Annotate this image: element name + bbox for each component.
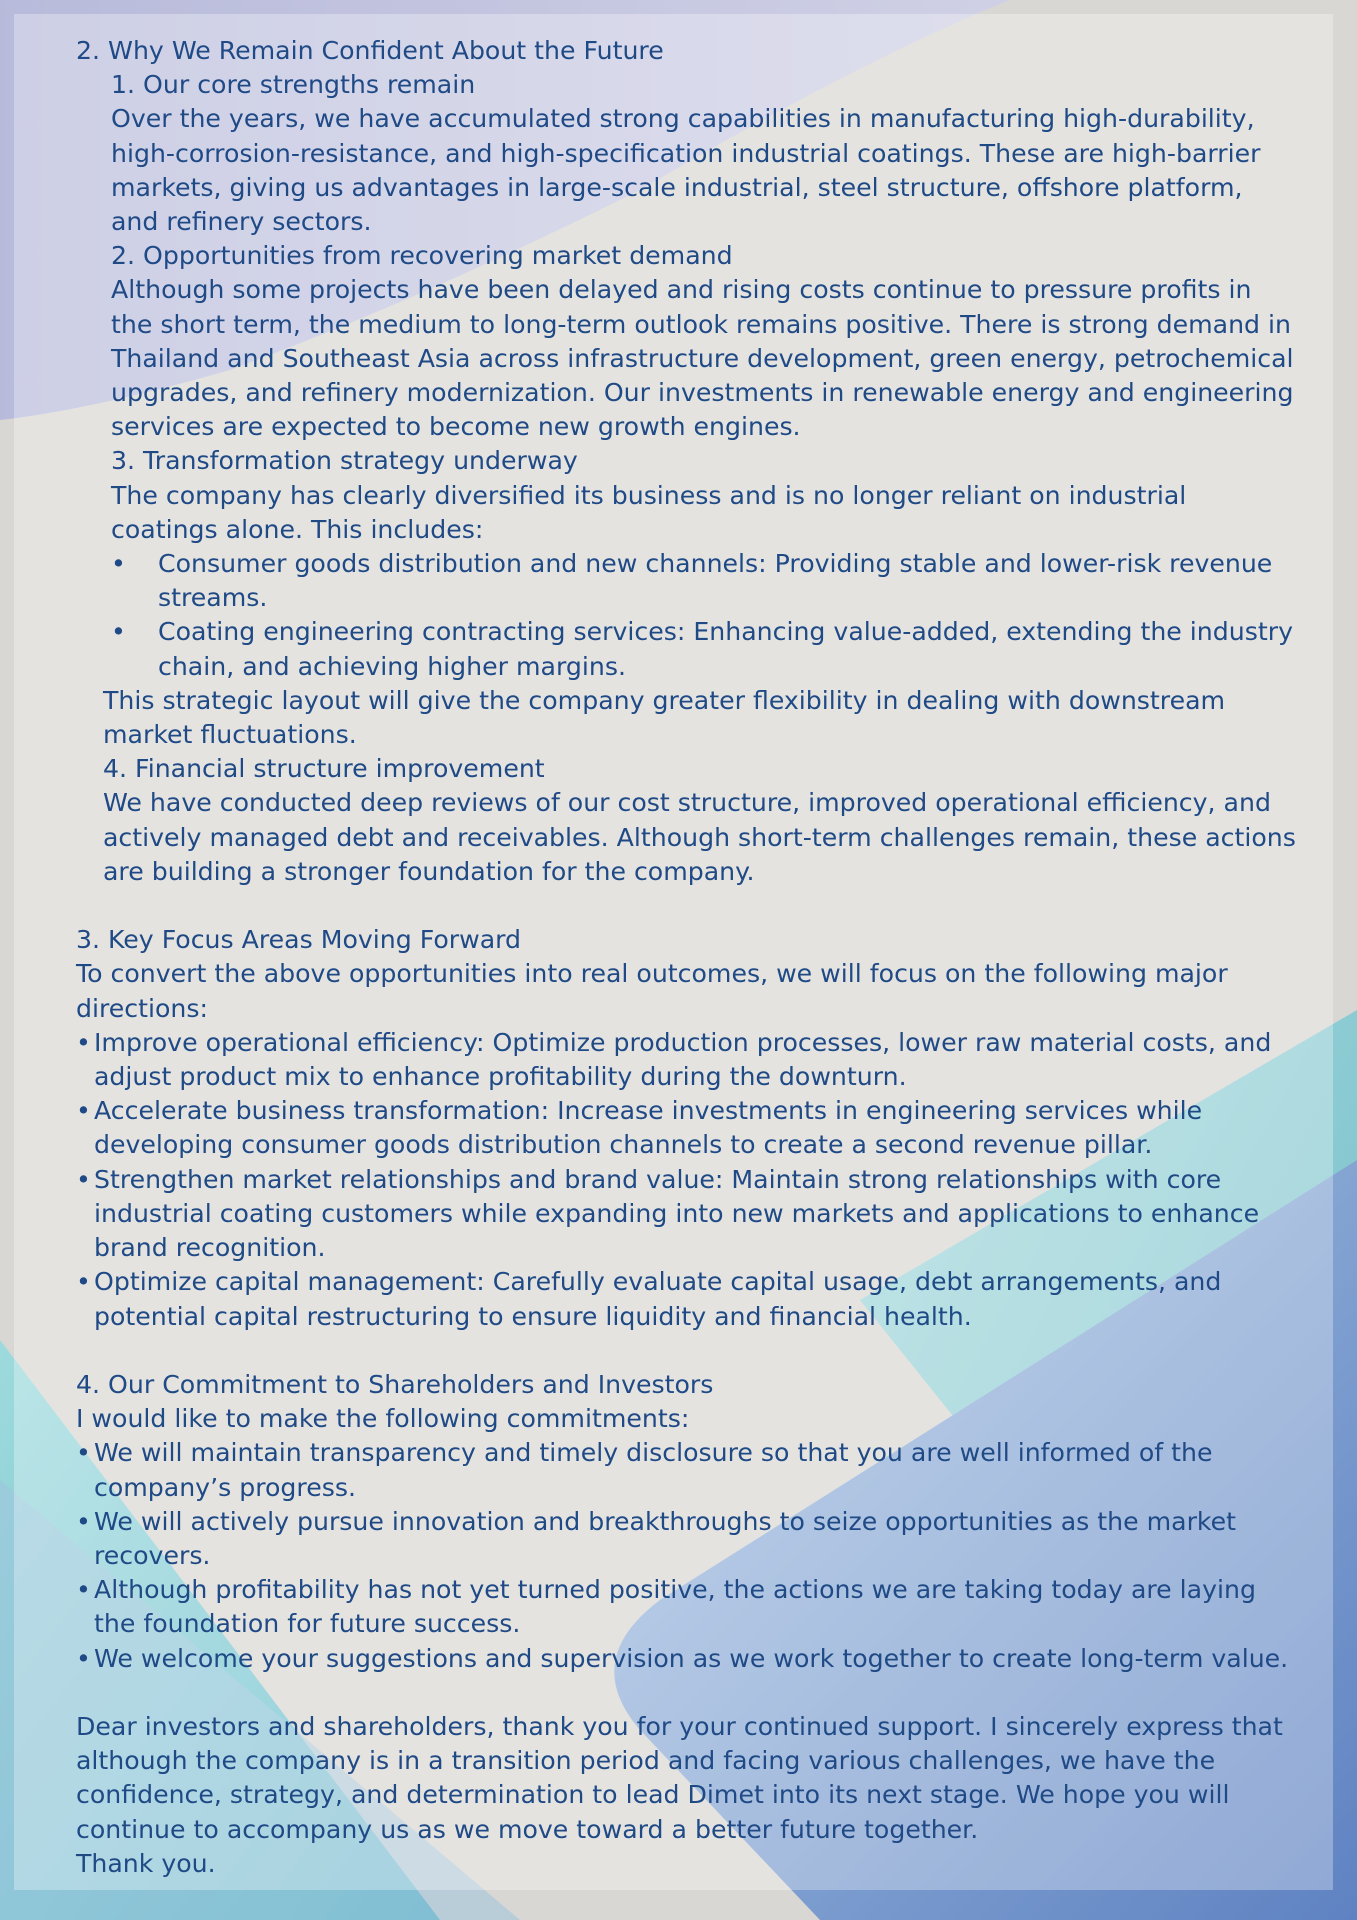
bullet-glyph: •	[76, 1027, 91, 1057]
section2-point3-title: 3. Transformation strategy underway	[111, 446, 578, 476]
letter-body	[76, 34, 1296, 1881]
list-item	[76, 1094, 1296, 1162]
list-item-text: Accelerate business transformation: Increase investments in engineering services while developing consumer goods distribution channels to create a second revenue pillar.	[94, 1096, 1203, 1160]
list-item	[76, 1026, 1296, 1094]
list-item-text: Improve operational efficiency: Optimize production processes, lower raw material costs, and adjust product mix to enhance profitability during the downturn.	[94, 1027, 1272, 1092]
list-item	[76, 615, 1296, 683]
list-item-text: We will maintain transparency and timely disclosure so that you are well informed of the company’s progress.	[94, 1438, 1213, 1502]
bullet-glyph: •	[76, 1267, 91, 1297]
section3-heading: 3. Key Focus Areas Moving Forward	[76, 925, 522, 955]
section2-point4-body: We have conducted deep reviews of our cost structure, improved operational efficiency, and actively managed debt and receivables. Although short-term challenges remain, these actions are building a stronger foundation for the company.	[103, 788, 1296, 886]
bullet-glyph: •	[76, 1575, 91, 1605]
bullet-glyph: •	[76, 1438, 91, 1468]
section3-intro: To convert the above opportunities into real outcomes, we will focus on the following major directions:	[76, 959, 1228, 1023]
bullet-glyph: •	[76, 1164, 91, 1194]
list-item	[76, 1163, 1296, 1266]
section2-point1-title: 1. Our core strengths remain	[111, 70, 476, 100]
section2-heading: 2. Why We Remain Confident About the Future	[76, 36, 664, 65]
section4-heading: 4. Our Commitment to Shareholders and Investors	[76, 1369, 714, 1399]
closing-paragraph: Dear investors and shareholders, thank you for your continued support. I sincerely express that although the company is in a transition period and facing various challenges, we have the confidence, strategy, and determination to lead Dimet into its next stage. We hope you will continue to accompany us as we move toward a better future together.	[76, 1711, 1283, 1844]
list-item	[76, 1642, 1296, 1676]
section2-point3-body: The company has clearly diversified its business and is no longer reliant on industrial coatings alone. This includes:	[111, 480, 1187, 544]
list-item-text: We welcome your suggestions and supervision as we work together to create long-term value.	[94, 1643, 1289, 1673]
list-item	[76, 1436, 1296, 1504]
list-item	[76, 1573, 1296, 1641]
section2-point2-title: 2. Opportunities from recovering market demand	[111, 241, 733, 271]
list-item-text: Consumer goods distribution and new channels: Providing stable and lower-risk revenue streams.	[158, 549, 1273, 613]
list-item-text: Coating engineering contracting services: Enhancing value-added, extending the industry chain, and achieving higher margins.	[158, 617, 1293, 681]
closing-thanks: Thank you.	[76, 1848, 216, 1878]
bullet-glyph: •	[76, 1643, 91, 1673]
bullet-glyph: •	[111, 549, 126, 579]
bullet-glyph: •	[76, 1096, 91, 1126]
list-item	[76, 1265, 1296, 1333]
list-item-text: Optimize capital management: Carefully evaluate capital usage, debt arrangements, and potential capital restructuring to ensure liquidity and financial health.	[94, 1267, 1222, 1331]
list-item-text: We will actively pursue innovation and breakthroughs to seize opportunities as the market recovers.	[94, 1506, 1236, 1570]
section4-intro: I would like to make the following commitments:	[76, 1404, 690, 1434]
section2-point1-body: Over the years, we have accumulated strong capabilities in manufacturing high-durability, high-corrosion-resistance, and high-specification industrial coatings. These are high-barrier markets, giving us advantages in large-scale industrial, steel structure, offshore platform, and refinery sectors.	[111, 104, 1261, 237]
bullet-glyph: •	[76, 1506, 91, 1536]
section2-point3-after: This strategic layout will give the company greater flexibility in dealing with downstream market fluctuations.	[103, 685, 1226, 750]
bullet-glyph: •	[111, 617, 126, 647]
section2-point4-title: 4. Financial structure improvement	[103, 754, 545, 784]
list-item	[76, 1505, 1296, 1573]
list-item-text: Strengthen market relationships and brand value: Maintain strong relationships with core industrial coating customers while expanding into new markets and applications to enhance brand recognition.	[94, 1164, 1260, 1263]
list-item	[76, 547, 1296, 615]
section2-point2-body: Although some projects have been delayed and rising costs continue to pressure profits in the short term, the medium to long-term outlook remains positive. There is strong demand in Thailand and Southeast Asia across infrastructure development, green energy, petrochemical upgrades, and refinery modernization. Our investments in renewable energy and engineering services are expected to become new growth engines.	[111, 275, 1294, 442]
list-item-text: Although profitability has not yet turned positive, the actions we are taking today are laying the foundation for future success.	[94, 1575, 1256, 1639]
